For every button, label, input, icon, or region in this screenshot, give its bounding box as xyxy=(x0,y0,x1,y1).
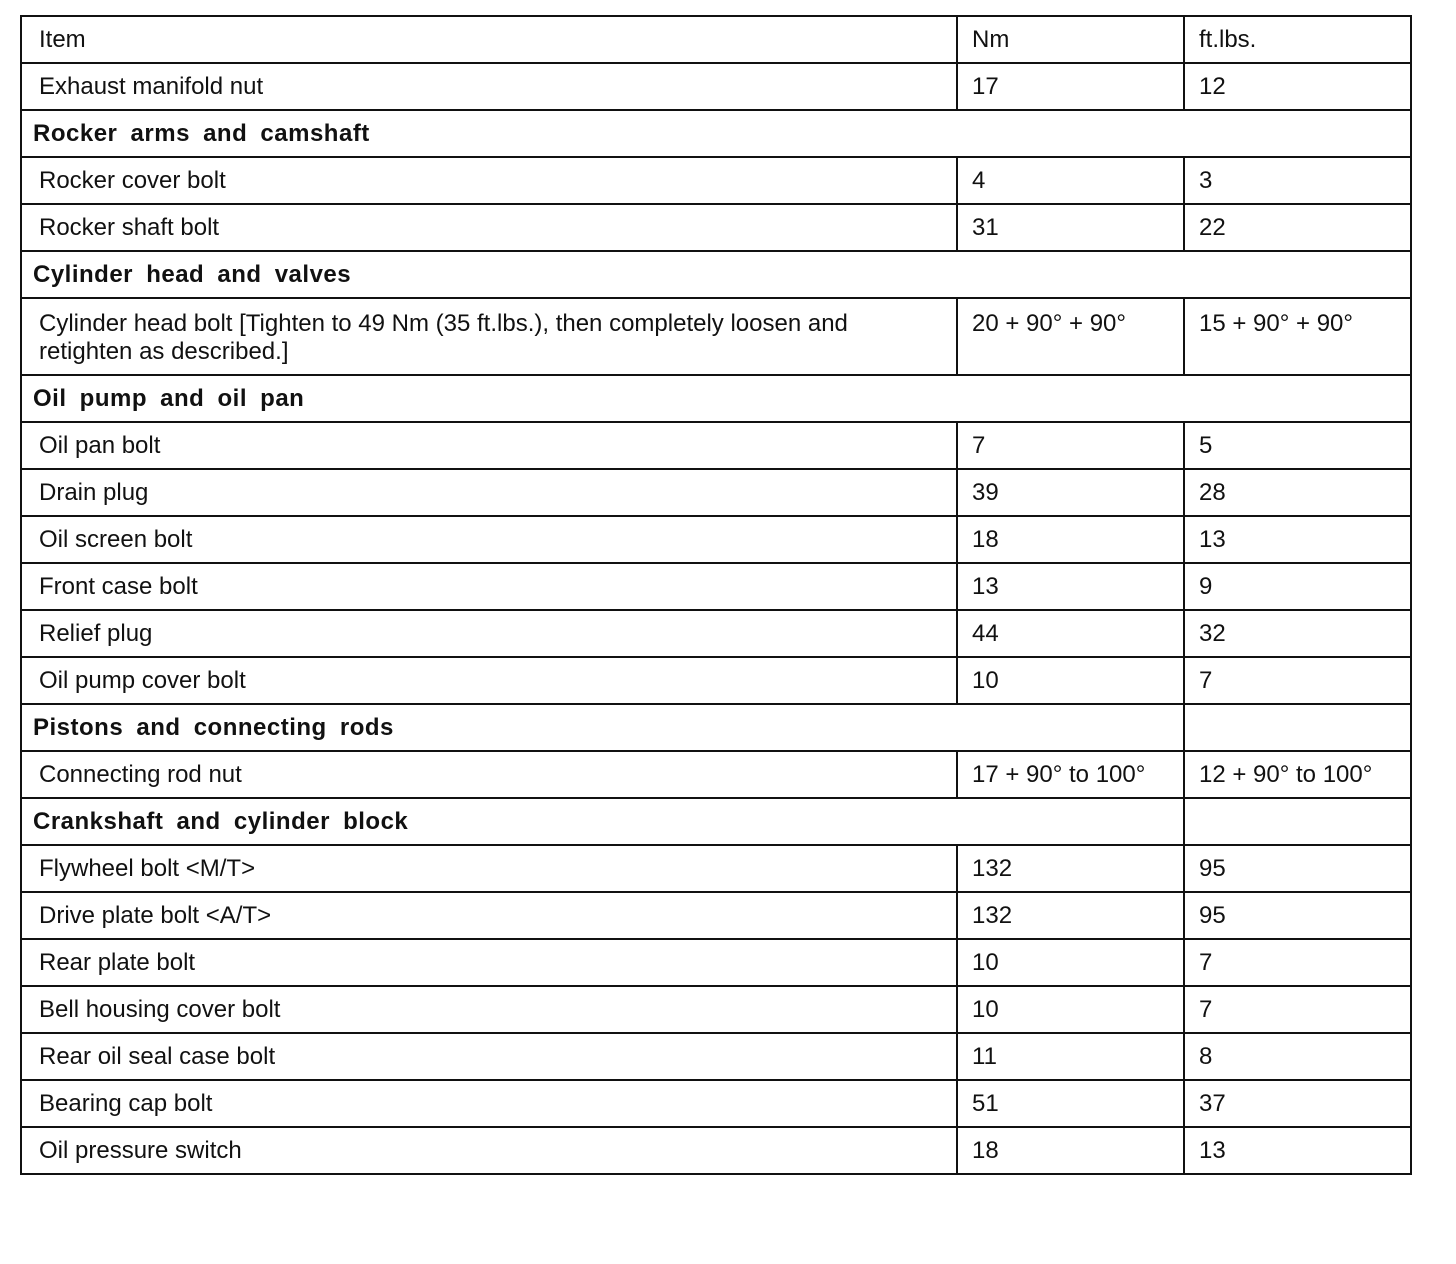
nm-cell: 18 xyxy=(957,516,1184,563)
item-cell: Oil pump cover bolt xyxy=(21,657,957,704)
nm-cell: 44 xyxy=(957,610,1184,657)
table-row xyxy=(21,63,1411,110)
section-row xyxy=(21,251,1411,298)
ft-lbs-cell: 22 xyxy=(1184,204,1411,251)
ft-lbs-cell: 5 xyxy=(1184,422,1411,469)
nm-cell: 4 xyxy=(957,157,1184,204)
ft-lbs-cell: 15 + 90° + 90° xyxy=(1184,298,1411,375)
item-cell: Oil screen bolt xyxy=(21,516,957,563)
table-row xyxy=(21,657,1411,704)
item-cell: Bell housing cover bolt xyxy=(21,986,957,1033)
table-row xyxy=(21,422,1411,469)
nm-cell: 51 xyxy=(957,1080,1184,1127)
nm-cell: 11 xyxy=(957,1033,1184,1080)
section-heading: Rocker arms and camshaft xyxy=(21,110,1411,157)
nm-cell: 7 xyxy=(957,422,1184,469)
ft-lbs-cell: 28 xyxy=(1184,469,1411,516)
nm-cell: 17 + 90° to 100° xyxy=(957,751,1184,798)
ft-lbs-cell: 95 xyxy=(1184,845,1411,892)
torque-specification-table xyxy=(20,15,1412,1175)
item-cell: Flywheel bolt <M/T> xyxy=(21,845,957,892)
ft-lbs-cell: 13 xyxy=(1184,1127,1411,1174)
empty-cell xyxy=(1184,798,1411,845)
nm-cell: 132 xyxy=(957,845,1184,892)
section-row xyxy=(21,375,1411,422)
nm-cell: 20 + 90° + 90° xyxy=(957,298,1184,375)
item-cell: Connecting rod nut xyxy=(21,751,957,798)
ft-lbs-cell: 7 xyxy=(1184,657,1411,704)
nm-cell: 132 xyxy=(957,892,1184,939)
item-cell: Front case bolt xyxy=(21,563,957,610)
table-row xyxy=(21,845,1411,892)
section-heading: Cylinder head and valves xyxy=(21,251,1411,298)
item-cell: Rocker shaft bolt xyxy=(21,204,957,251)
table-row xyxy=(21,986,1411,1033)
section-heading: Crankshaft and cylinder block xyxy=(21,798,1184,845)
item-cell: Drive plate bolt <A/T> xyxy=(21,892,957,939)
item-cell: Rear plate bolt xyxy=(21,939,957,986)
ft-lbs-cell: 3 xyxy=(1184,157,1411,204)
header-ft-lbs: ft.lbs. xyxy=(1184,16,1411,63)
nm-cell: 10 xyxy=(957,939,1184,986)
item-cell: Cylinder head bolt [Tighten to 49 Nm (35 ft.lbs.), then completely loosen and retighten as described.] xyxy=(21,298,957,375)
nm-cell: 10 xyxy=(957,657,1184,704)
empty-cell xyxy=(1184,704,1411,751)
nm-cell: 39 xyxy=(957,469,1184,516)
ft-lbs-cell: 32 xyxy=(1184,610,1411,657)
ft-lbs-cell: 12 xyxy=(1184,63,1411,110)
item-cell: Bearing cap bolt xyxy=(21,1080,957,1127)
table-row xyxy=(21,1127,1411,1174)
nm-cell: 17 xyxy=(957,63,1184,110)
ft-lbs-cell: 13 xyxy=(1184,516,1411,563)
nm-cell: 13 xyxy=(957,563,1184,610)
ft-lbs-cell: 12 + 90° to 100° xyxy=(1184,751,1411,798)
table-row xyxy=(21,298,1411,375)
table-row xyxy=(21,516,1411,563)
table-row xyxy=(21,610,1411,657)
ft-lbs-cell: 9 xyxy=(1184,563,1411,610)
ft-lbs-cell: 7 xyxy=(1184,939,1411,986)
ft-lbs-cell: 95 xyxy=(1184,892,1411,939)
table-row xyxy=(21,563,1411,610)
section-row xyxy=(21,110,1411,157)
table-row xyxy=(21,157,1411,204)
item-cell: Rear oil seal case bolt xyxy=(21,1033,957,1080)
item-cell: Drain plug xyxy=(21,469,957,516)
item-cell: Rocker cover bolt xyxy=(21,157,957,204)
table-header-row xyxy=(21,16,1411,63)
table-row xyxy=(21,204,1411,251)
table-row xyxy=(21,892,1411,939)
table-row xyxy=(21,939,1411,986)
item-cell: Oil pressure switch xyxy=(21,1127,957,1174)
section-row xyxy=(21,704,1411,751)
table-row xyxy=(21,1080,1411,1127)
section-heading: Oil pump and oil pan xyxy=(21,375,1411,422)
table-row xyxy=(21,1033,1411,1080)
item-cell: Exhaust manifold nut xyxy=(21,63,957,110)
section-heading: Pistons and connecting rods xyxy=(21,704,1184,751)
header-nm: Nm xyxy=(957,16,1184,63)
ft-lbs-cell: 7 xyxy=(1184,986,1411,1033)
nm-cell: 10 xyxy=(957,986,1184,1033)
header-item: Item xyxy=(21,16,957,63)
nm-cell: 31 xyxy=(957,204,1184,251)
ft-lbs-cell: 37 xyxy=(1184,1080,1411,1127)
item-cell: Oil pan bolt xyxy=(21,422,957,469)
table-row xyxy=(21,469,1411,516)
table-row xyxy=(21,751,1411,798)
item-cell: Relief plug xyxy=(21,610,957,657)
nm-cell: 18 xyxy=(957,1127,1184,1174)
ft-lbs-cell: 8 xyxy=(1184,1033,1411,1080)
section-row xyxy=(21,798,1411,845)
